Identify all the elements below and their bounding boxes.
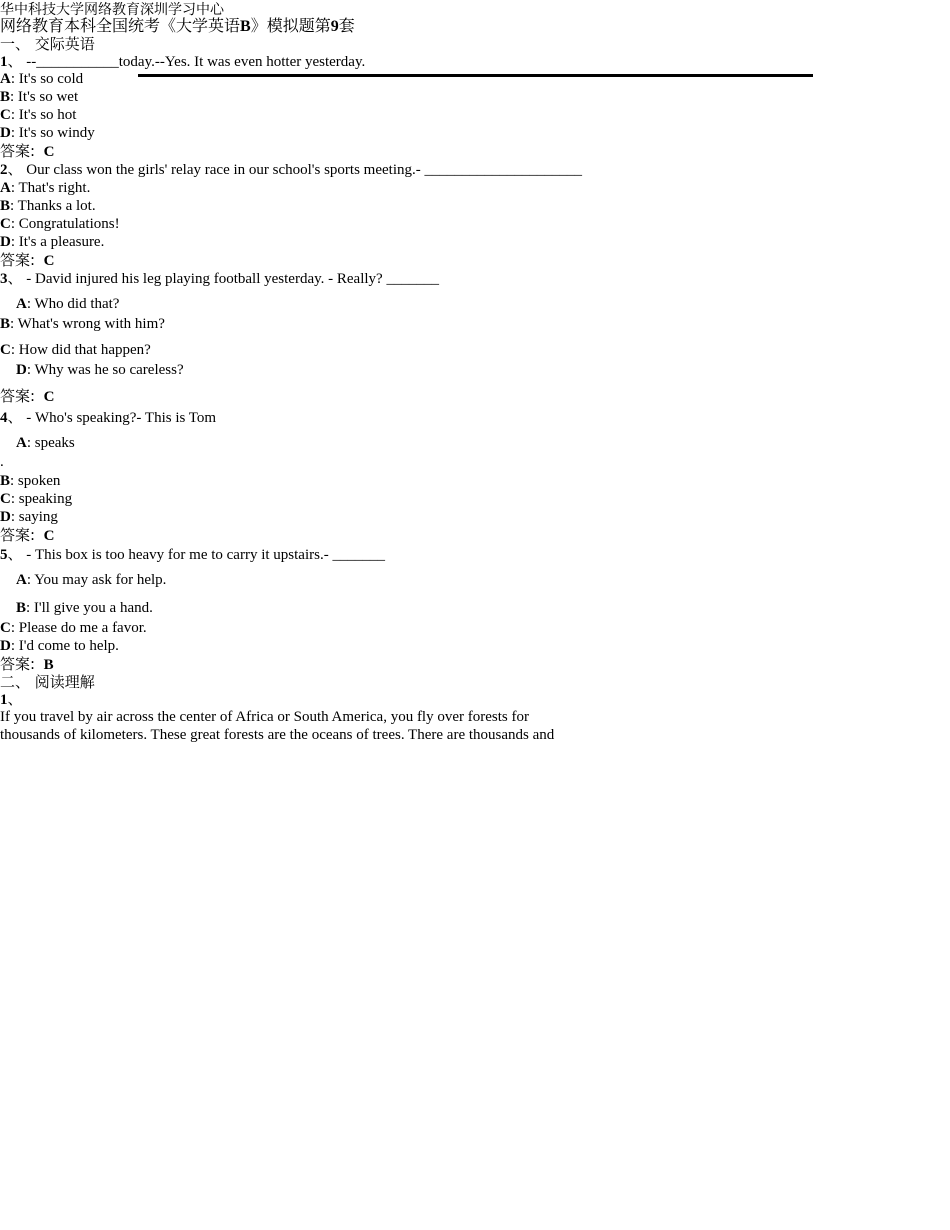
q4-option-c: C: speaking xyxy=(0,491,73,507)
q4-option-b: B: spoken xyxy=(0,473,61,489)
q5-option-b: B: I'll give you a hand. xyxy=(16,600,153,616)
question-4: 4、 - Who's speaking?- This is Tom xyxy=(0,408,217,426)
q4-option-a: A: speaks xyxy=(16,435,75,451)
q1-answer: 答案: C xyxy=(0,142,55,160)
q2-option-a: A: That's right. xyxy=(0,180,91,196)
q1-option-a: A: It's so cold xyxy=(0,71,84,87)
section-heading-communication: 一、 交际英语 xyxy=(0,35,95,53)
question-3: 3、 - David injured his leg playing football yesterday. - Really? _______ xyxy=(0,269,439,287)
org-name: 华中科技大学网络教育深圳学习中心 xyxy=(0,2,224,18)
passage-line: If you travel by air across the center of Africa or South America, you fly over forests for xyxy=(0,709,529,725)
q3-answer: 答案: C xyxy=(0,387,55,405)
q2-option-d: D: It's a pleasure. xyxy=(0,234,105,250)
q3-option-a: A: Who did that? xyxy=(16,296,120,312)
q3-option-c: C: How did that happen? xyxy=(0,342,151,358)
q2-answer: 答案: C xyxy=(0,251,55,269)
page-title: 网络教育本科全国统考《大学英语B》模拟题第9套 xyxy=(0,16,355,35)
horizontal-rule xyxy=(138,74,813,77)
reading-question-1: 1、 xyxy=(0,690,23,708)
q1-option-b: B: It's so wet xyxy=(0,89,79,105)
q3-option-b: B: What's wrong with him? xyxy=(0,316,165,332)
q1-option-d: D: It's so windy xyxy=(0,125,95,141)
q5-option-a: A: You may ask for help. xyxy=(16,572,167,588)
q4-answer: 答案: C xyxy=(0,526,55,544)
passage-line: thousands of kilometers. These great forests are the oceans of trees. There are thousands and xyxy=(0,727,555,743)
q2-option-b: B: Thanks a lot. xyxy=(0,198,96,214)
question-1: 1、 --___________today.--Yes. It was even hotter yesterday. xyxy=(0,52,366,70)
q3-option-d: D: Why was he so careless? xyxy=(16,362,184,378)
q4-option-d: D: saying xyxy=(0,509,58,525)
q5-answer: 答案: B xyxy=(0,655,54,673)
q4-stray-dot: . xyxy=(0,454,4,470)
q2-option-c: C: Congratulations! xyxy=(0,216,120,232)
section-heading-reading: 二、 阅读理解 xyxy=(0,673,95,691)
q5-option-c: C: Please do me a favor. xyxy=(0,620,147,636)
q1-option-c: C: It's so hot xyxy=(0,107,77,123)
question-5: 5、 - This box is too heavy for me to carry it upstairs.- _______ xyxy=(0,545,385,563)
q5-option-d: D: I'd come to help. xyxy=(0,638,119,654)
question-2: 2、 Our class won the girls' relay race in our school's sports meeting.- _____________________ xyxy=(0,160,582,178)
